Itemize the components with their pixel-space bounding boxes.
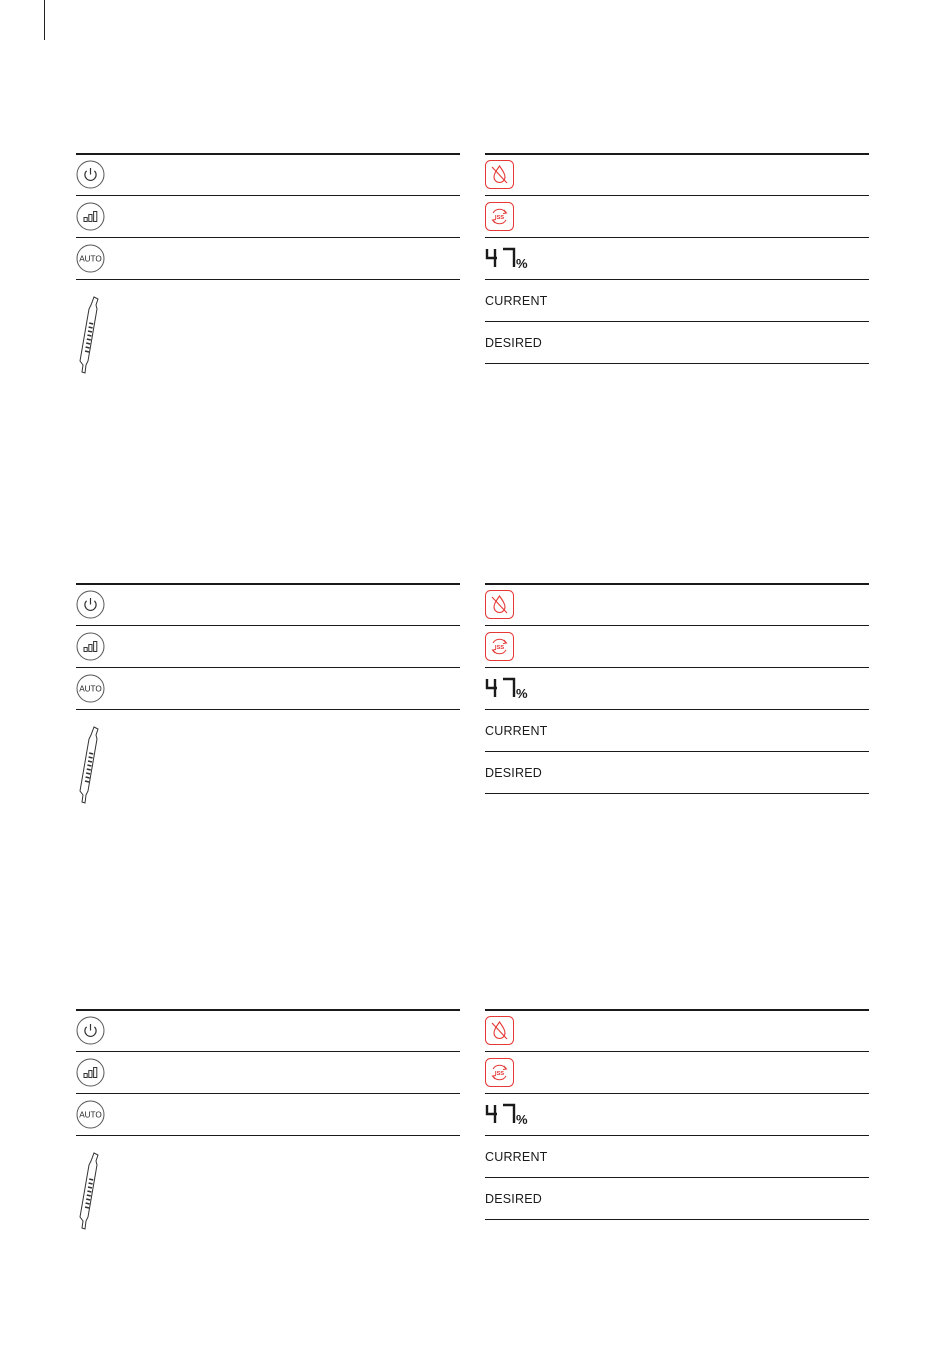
current-row [485, 710, 869, 752]
humidity-row [485, 1094, 869, 1136]
current-label: CURRENT [485, 1150, 548, 1164]
auto-text: AUTO [79, 254, 102, 264]
power-icon[interactable] [76, 1016, 105, 1045]
iss-cycle-icon [485, 202, 514, 231]
filter-icon [76, 295, 104, 375]
fan-speed-row [76, 1052, 460, 1094]
current-label: CURRENT [485, 724, 548, 738]
fan-speed-row [76, 626, 460, 668]
desired-row [485, 1178, 869, 1220]
fan-speed-row [76, 196, 460, 238]
no-water-icon [485, 1016, 514, 1045]
no-water-icon [485, 160, 514, 189]
auto-mode-icon[interactable] [76, 1100, 105, 1129]
iss-text: ISS [494, 644, 505, 651]
humidity-unit: % [516, 256, 528, 271]
iss-cycle-icon [485, 1058, 514, 1087]
filter-icon [76, 1151, 104, 1231]
current-label: CURRENT [485, 294, 548, 308]
power-row [76, 584, 460, 626]
fan-speed-icon[interactable] [76, 1058, 105, 1087]
defrost-row [485, 1052, 869, 1094]
defrost-row [485, 626, 869, 668]
fan-speed-icon[interactable] [76, 202, 105, 231]
desired-label: DESIRED [485, 766, 542, 780]
fan-speed-icon[interactable] [76, 632, 105, 661]
filter-icon [76, 725, 104, 805]
current-row [485, 1136, 869, 1178]
humidity-display [485, 676, 537, 702]
power-row [76, 1010, 460, 1052]
no-water-icon [485, 590, 514, 619]
water-alert-row [485, 154, 869, 196]
control-panel-3 [76, 1009, 869, 1219]
iss-cycle-icon [485, 632, 514, 661]
power-icon[interactable] [76, 160, 105, 189]
iss-text: ISS [494, 1070, 505, 1077]
power-icon[interactable] [76, 590, 105, 619]
crop-mark [44, 0, 45, 40]
control-panel-1 [76, 153, 869, 363]
auto-text: AUTO [79, 1110, 102, 1120]
desired-row [485, 752, 869, 794]
power-row [76, 154, 460, 196]
control-panel-2 [76, 583, 869, 793]
desired-label: DESIRED [485, 336, 542, 350]
auto-row [76, 668, 460, 710]
humidity-unit: % [516, 1112, 528, 1127]
desired-label: DESIRED [485, 1192, 542, 1206]
iss-text: ISS [494, 214, 505, 221]
auto-row [76, 238, 460, 280]
humidity-display [485, 1102, 537, 1128]
auto-text: AUTO [79, 684, 102, 694]
water-alert-row [485, 1010, 869, 1052]
humidity-unit: % [516, 686, 528, 701]
current-row [485, 280, 869, 322]
water-alert-row [485, 584, 869, 626]
auto-mode-icon[interactable] [76, 244, 105, 273]
auto-mode-icon[interactable] [76, 674, 105, 703]
desired-row [485, 322, 869, 364]
humidity-row [485, 238, 869, 280]
defrost-row [485, 196, 869, 238]
auto-row [76, 1094, 460, 1136]
humidity-display [485, 246, 537, 272]
humidity-row [485, 668, 869, 710]
